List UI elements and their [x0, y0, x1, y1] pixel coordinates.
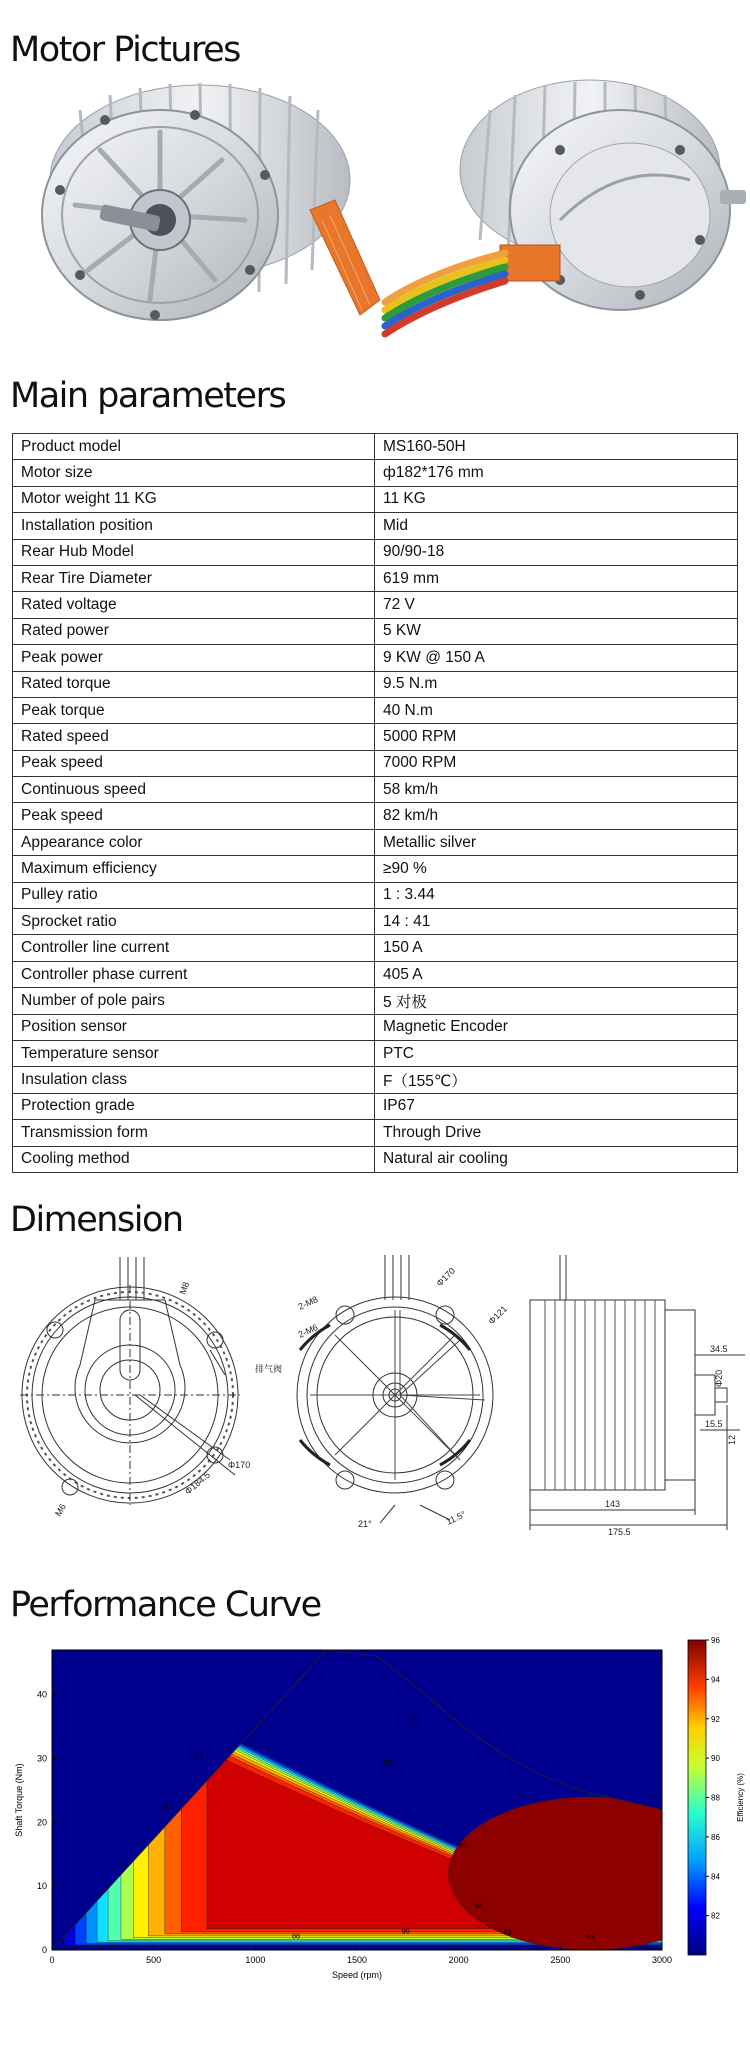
parameter-row	[13, 697, 738, 723]
label-d20: Φ20	[714, 1369, 724, 1387]
dimension-profile-view	[530, 1255, 745, 1530]
parameter-value: 11 KG	[375, 486, 738, 512]
x-tick-label: 2500	[550, 1955, 571, 1965]
parameter-value: 150 A	[375, 935, 738, 961]
colorbar	[688, 1640, 706, 1955]
parameters-table	[12, 433, 738, 1173]
dimension-drawings	[0, 1255, 750, 1540]
y-axis-label: Shaft Torque (Nm)	[14, 1763, 24, 1837]
parameter-label: Appearance color	[13, 829, 375, 855]
parameter-row	[13, 829, 738, 855]
parameter-label: Product model	[13, 434, 375, 460]
colorbar-tick-label: 84	[711, 1872, 720, 1882]
y-tick-label: 30	[36, 1753, 47, 1764]
performance-curve-title: Performance Curve	[10, 1585, 321, 1625]
parameter-value: ф182*176 mm	[375, 460, 738, 486]
contour-label: 88	[292, 1933, 300, 1941]
y-tick-label: 10	[36, 1881, 47, 1892]
x-tick-label: 1000	[245, 1955, 266, 1965]
parameter-row	[13, 856, 738, 882]
parameter-label: Motor weight 11 KG	[13, 486, 375, 512]
colorbar-label: Efficiency (%)	[736, 1773, 745, 1822]
parameter-label: Protection grade	[13, 1093, 375, 1119]
contour-label: 94	[475, 1903, 483, 1911]
parameter-value: 5 KW	[375, 618, 738, 644]
performance-chart	[0, 1630, 750, 2010]
colorbar-tick-label: 88	[711, 1793, 720, 1803]
parameter-label: Rear Hub Model	[13, 539, 375, 565]
parameter-row	[13, 1146, 738, 1172]
parameter-label: Controller line current	[13, 935, 375, 961]
label-34-5: 34.5	[710, 1344, 728, 1354]
parameter-label: Rated power	[13, 618, 375, 644]
x-tick-label: 2000	[448, 1955, 469, 1965]
parameter-row	[13, 988, 738, 1014]
parameter-row	[13, 750, 738, 776]
parameter-value: 5000 RPM	[375, 724, 738, 750]
parameter-row	[13, 1067, 738, 1093]
parameter-value: 82 km/h	[375, 803, 738, 829]
parameter-label: Controller phase current	[13, 961, 375, 987]
dimension-front-view	[20, 1257, 240, 1505]
parameter-value: Metallic silver	[375, 829, 738, 855]
parameter-row	[13, 434, 738, 460]
parameter-value: 1 : 3.44	[375, 882, 738, 908]
parameter-label: Pulley ratio	[13, 882, 375, 908]
parameter-row	[13, 909, 738, 935]
parameter-label: Peak torque	[13, 697, 375, 723]
parameter-label: Cooling method	[13, 1146, 375, 1172]
parameter-value: ≥90 %	[375, 856, 738, 882]
parameter-row	[13, 1120, 738, 1146]
parameter-label: Peak speed	[13, 750, 375, 776]
parameter-label: Transmission form	[13, 1120, 375, 1146]
parameter-label: Sprocket ratio	[13, 909, 375, 935]
parameter-value: 58 km/h	[375, 777, 738, 803]
label-21deg: 21°	[358, 1519, 372, 1529]
parameter-value: 619 mm	[375, 565, 738, 591]
parameter-row	[13, 1040, 738, 1066]
chart-root	[14, 1636, 745, 1980]
label-11-5deg: 11.5°	[444, 1509, 468, 1527]
parameter-row	[13, 671, 738, 697]
parameter-row	[13, 803, 738, 829]
parameter-value: Through Drive	[375, 1120, 738, 1146]
colorbar-tick-label: 92	[711, 1714, 720, 1724]
label-d170-front: Φ170	[228, 1460, 251, 1470]
contour-label: 89	[161, 1804, 170, 1812]
parameter-row	[13, 486, 738, 512]
parameter-row	[13, 539, 738, 565]
label-d121: Φ121	[486, 1303, 510, 1327]
parameter-label: Insulation class	[13, 1067, 375, 1093]
parameter-value: Natural air cooling	[375, 1146, 738, 1172]
parameter-label: Motor size	[13, 460, 375, 486]
parameter-row	[13, 513, 738, 539]
parameter-label: Position sensor	[13, 1014, 375, 1040]
y-tick-label: 0	[41, 1945, 47, 1955]
motor-pictures	[0, 70, 750, 360]
parameter-value: Magnetic Encoder	[375, 1014, 738, 1040]
parameter-row	[13, 935, 738, 961]
colorbar-tick-label: 86	[711, 1832, 720, 1842]
parameter-label: Peak power	[13, 645, 375, 671]
contour-label: 89	[503, 1929, 512, 1937]
parameter-row	[13, 592, 738, 618]
label-d170-mid: Φ170	[434, 1265, 458, 1289]
parameter-value: 5 对极	[375, 988, 738, 1014]
label-2m8: 2-M8	[296, 1294, 320, 1312]
colorbar-tick-label: 96	[711, 1636, 720, 1645]
parameter-row	[13, 618, 738, 644]
label-175-5: 175.5	[608, 1527, 631, 1537]
colorbar-tick-label: 90	[711, 1754, 720, 1764]
main-parameters-title: Main parameters	[10, 376, 286, 416]
parameter-value: MS160-50H	[375, 434, 738, 460]
parameter-row	[13, 1014, 738, 1040]
contour-label: 91	[408, 1715, 416, 1723]
parameter-value: IP67	[375, 1093, 738, 1119]
parameter-row	[13, 645, 738, 671]
colorbar-tick-label: 94	[711, 1675, 720, 1685]
contour-label: 87	[194, 1753, 203, 1761]
label-m6-front: M6	[53, 1502, 68, 1518]
label-d184: Φ184.5	[182, 1469, 213, 1497]
parameter-row	[13, 961, 738, 987]
parameter-label: Continuous speed	[13, 777, 375, 803]
parameter-value: F（155℃）	[375, 1067, 738, 1093]
parameter-row	[13, 724, 738, 750]
y-tick-label: 20	[36, 1817, 47, 1828]
label-2m6: 2-M6	[296, 1322, 320, 1340]
parameter-value: 90/90-18	[375, 539, 738, 565]
parameter-value: 72 V	[375, 592, 738, 618]
motor-photo-front	[42, 83, 380, 320]
y-tick-label: 40	[36, 1689, 47, 1700]
parameter-row	[13, 777, 738, 803]
parameter-value: 14 : 41	[375, 909, 738, 935]
parameter-label: Temperature sensor	[13, 1040, 375, 1066]
parameter-value: PTC	[375, 1040, 738, 1066]
motor-pictures-title: Motor Pictures	[10, 30, 240, 70]
parameter-label: Rear Tire Diameter	[13, 565, 375, 591]
parameter-row	[13, 460, 738, 486]
x-tick-label: 3000	[651, 1955, 673, 1965]
contour-label: 84	[586, 1934, 595, 1942]
label-m8-front: M8	[177, 1280, 192, 1296]
parameter-label: Number of pole pairs	[13, 988, 375, 1014]
contour-label: 92	[383, 1759, 392, 1767]
x-axis-label: Speed (rpm)	[331, 1970, 383, 1980]
parameter-value: 405 A	[375, 961, 738, 987]
x-tick-label: 500	[146, 1955, 162, 1965]
label-vent: 排气阀	[255, 1364, 283, 1374]
parameter-value: 40 N.m	[375, 697, 738, 723]
parameter-value: 9 KW @ 150 A	[375, 645, 738, 671]
label-15-5: 15.5	[705, 1419, 723, 1429]
motor-photo-back	[385, 80, 746, 334]
x-tick-label: 1500	[346, 1955, 368, 1965]
parameter-label: Rated speed	[13, 724, 375, 750]
parameter-label: Installation position	[13, 513, 375, 539]
parameter-row	[13, 882, 738, 908]
colorbar-tick-label: 82	[711, 1911, 720, 1921]
parameter-label: Peak speed	[13, 803, 375, 829]
parameter-label: Rated torque	[13, 671, 375, 697]
label-12: 12	[727, 1434, 737, 1445]
parameter-value: 9.5 N.m	[375, 671, 738, 697]
dimension-title: Dimension	[10, 1200, 183, 1240]
parameter-row	[13, 1093, 738, 1119]
parameter-label: Rated voltage	[13, 592, 375, 618]
x-tick-label: 0	[49, 1955, 55, 1965]
contour-label: 90	[401, 1928, 410, 1936]
label-143: 143	[605, 1499, 621, 1509]
dimension-side-view	[297, 1255, 493, 1523]
parameter-value: 7000 RPM	[375, 750, 738, 776]
contour-label: 95	[458, 1842, 467, 1850]
parameter-value: Mid	[375, 513, 738, 539]
parameter-label: Maximum efficiency	[13, 856, 375, 882]
parameter-row	[13, 565, 738, 591]
